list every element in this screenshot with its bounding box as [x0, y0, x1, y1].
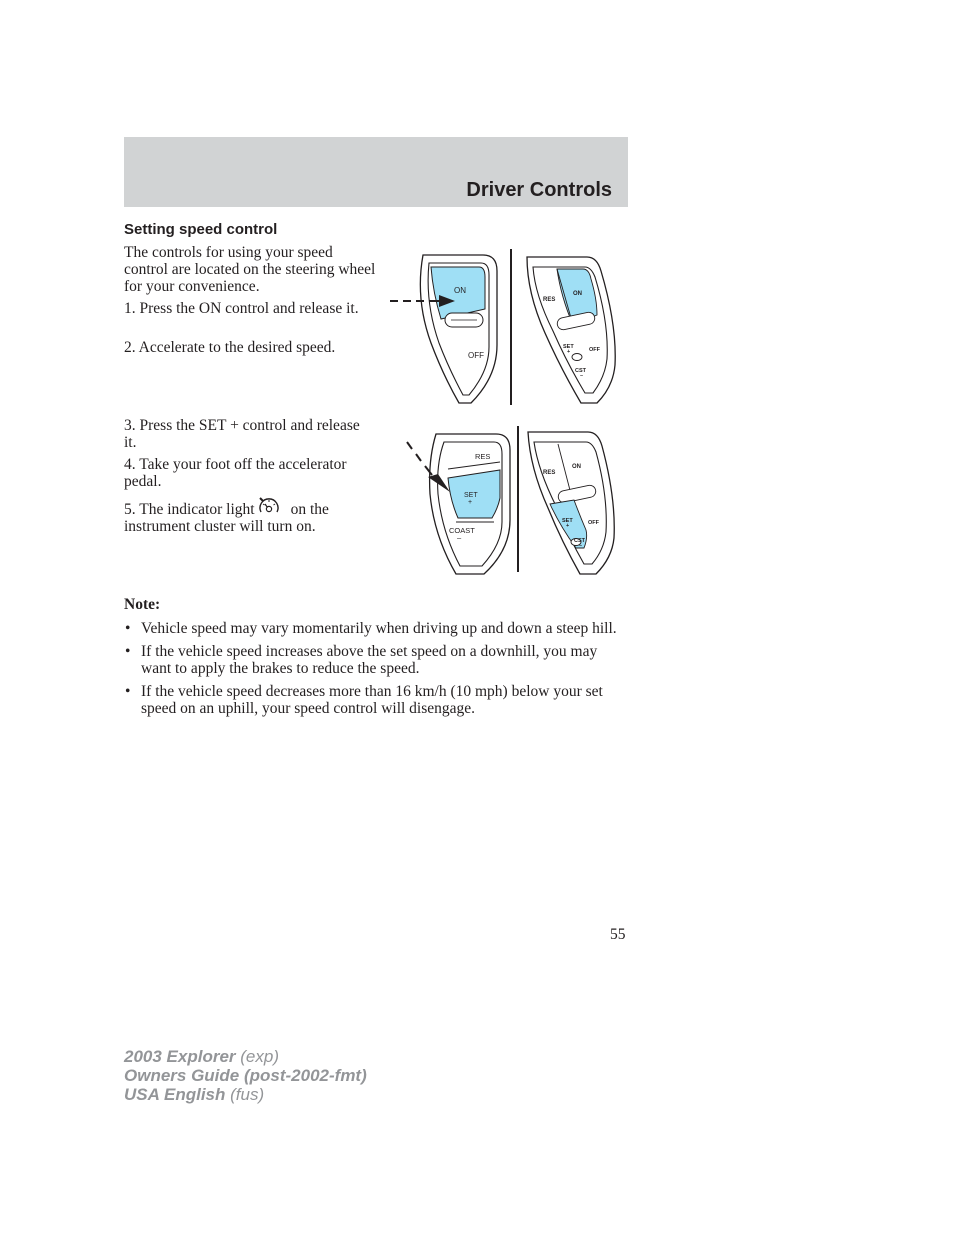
res-label: RES [475, 452, 491, 461]
switch-closeup-left [420, 255, 497, 403]
set-plus: + [468, 499, 473, 506]
off-label-right: OFF [588, 520, 599, 526]
cst-label: CST [575, 368, 586, 374]
off-label: OFF [468, 351, 484, 360]
list-item: • Vehicle speed may vary momentarily when driving up and down a steep hill. [124, 620, 624, 637]
set-label: SET [563, 344, 574, 350]
on-label-right: ON [572, 464, 581, 470]
cst-label-right: CST [574, 538, 585, 544]
speed-control-figure-on [385, 247, 625, 409]
on-label: ON [454, 286, 466, 295]
step-5-text-after: on the instrument cluster will turn on. [124, 501, 329, 535]
res-label: RES [543, 297, 556, 303]
footer-guide: Owners Guide (post-2002-fmt) [124, 1066, 367, 1085]
switch-closeup-left [430, 434, 510, 574]
coast-label: COAST [449, 526, 475, 535]
footer-model: 2003 Explorer [124, 1047, 236, 1066]
page-number: 55 [610, 926, 626, 943]
step-3: 3. Press the SET + control and release it. [124, 417, 360, 451]
page-title: Driver Controls [466, 179, 612, 201]
coast-minus: – [457, 533, 462, 542]
set-label-right: SET [562, 518, 573, 524]
step-5-text-before: 5. The indicator light [124, 501, 255, 518]
list-item: • If the vehicle speed increases above the set speed on a downhill, you may want to apply the brakes to reduce the speed. [124, 643, 624, 677]
set-plus: + [567, 349, 571, 355]
step-5 [124, 496, 376, 535]
speed-control-figure-set [400, 424, 625, 576]
cst-minus: – [580, 373, 584, 379]
step-2: 2. Accelerate to the desired speed. [124, 339, 336, 356]
footer-model-code: (exp) [240, 1047, 279, 1066]
step-1: 1. Press the ON control and release it. [124, 300, 359, 317]
res-label-right: RES [543, 470, 556, 476]
on-label-right: ON [573, 291, 582, 297]
intro-paragraph: The controls for using your speed control are located on the steering wheel for your convenience. [124, 244, 376, 295]
header-band [124, 137, 628, 207]
note-bullet-list [124, 620, 624, 723]
switch-overview-right [528, 432, 614, 574]
step-4: 4. Take your foot off the accelerator pedal. [124, 456, 347, 490]
set-plus-right: + [566, 523, 570, 529]
cst-minus-right: – [579, 543, 583, 549]
footer-language: USA English [124, 1085, 226, 1104]
document-footer [124, 1047, 367, 1104]
switch-overview-right [527, 257, 615, 403]
list-item: • If the vehicle speed decreases more than 16 km/h (10 mph) below your set speed on an uphill, your speed control will disengage. [124, 683, 624, 717]
off-label-right: OFF [589, 347, 600, 353]
footer-language-code: (fus) [230, 1085, 265, 1104]
note-label: Note: [124, 596, 161, 613]
speed-control-indicator-icon [257, 496, 283, 518]
section-heading: Setting speed control [124, 221, 278, 238]
set-label: SET [464, 492, 478, 499]
